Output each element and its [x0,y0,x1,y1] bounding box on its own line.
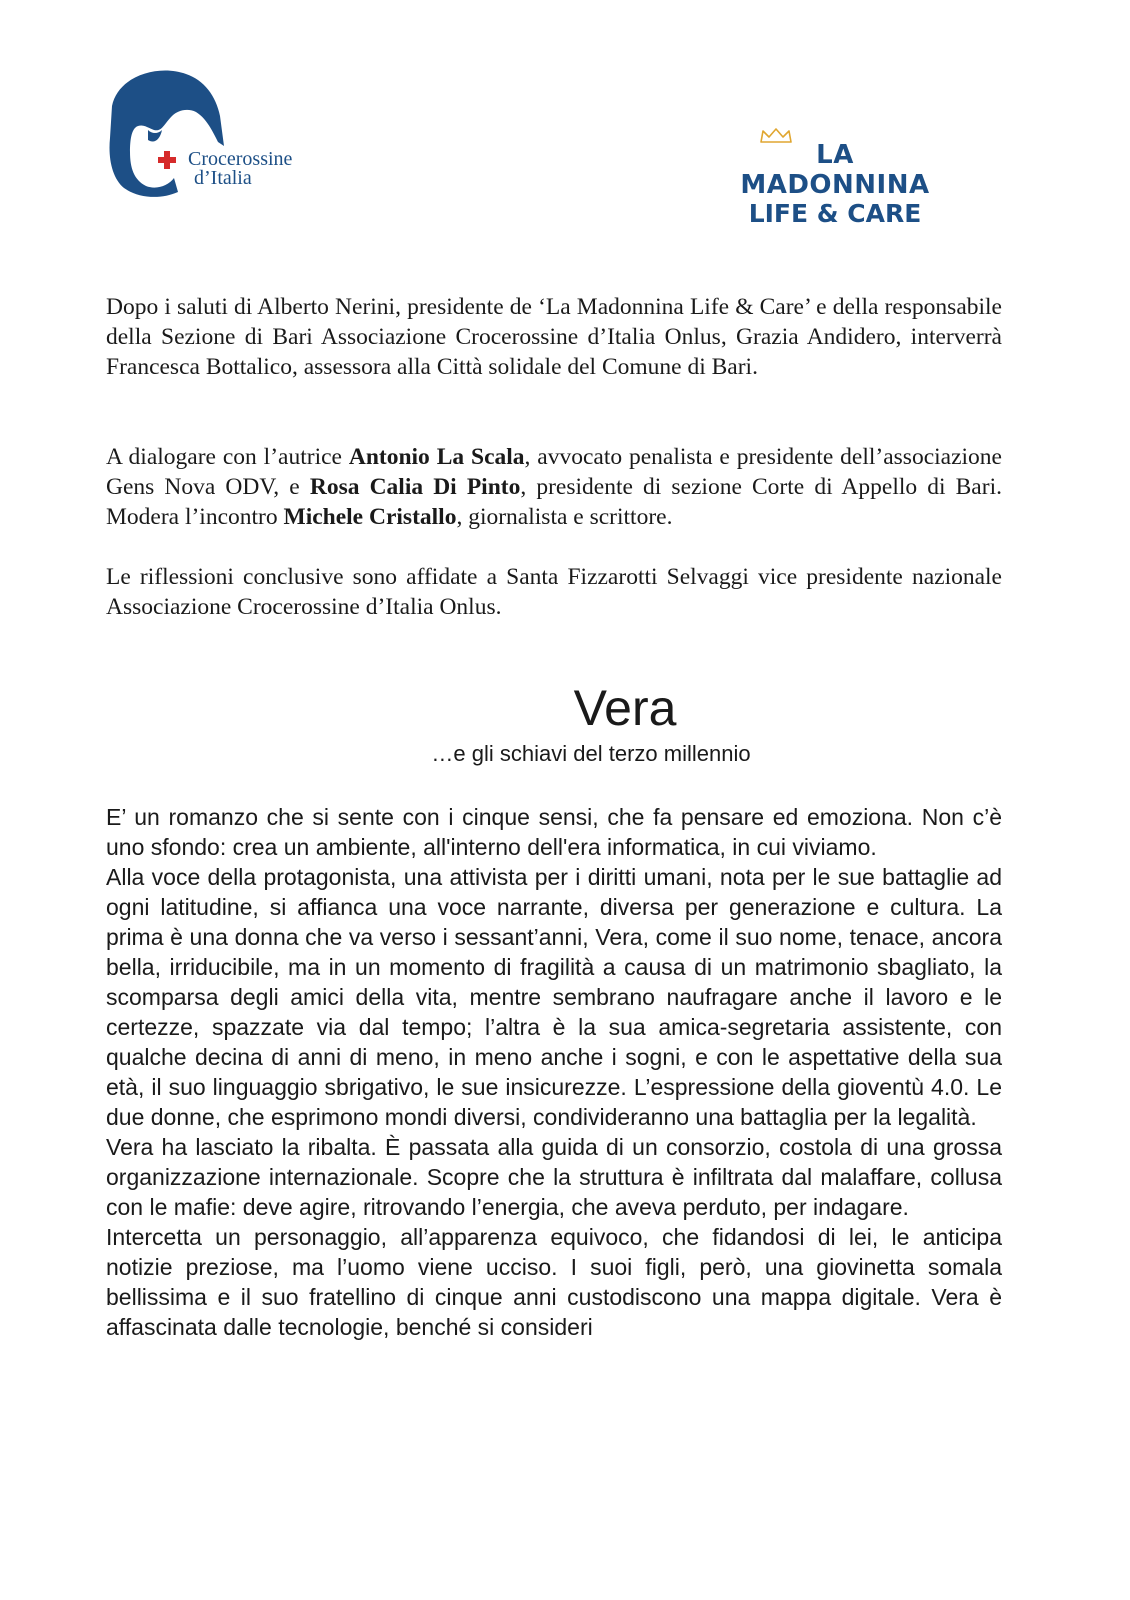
book-title: Vera [573,680,677,736]
crown-icon [759,128,793,144]
description-paragraph: E’ un romanzo che si sente con i cinque sensi, che fa pensare ed emoziona. Non c’è uno sfondo: crea un ambiente, all'interno dell'era informatica, in cui viviamo. [106,804,1002,860]
la-madonnina-logo [720,128,950,228]
speaker-name: Rosa Calia Di Pinto [309,474,521,500]
moderator-name: Michele Cristallo [283,504,457,530]
text-run: , giornalista e scrittore. [456,504,673,530]
logo-right-line1: LA MADONNINA [740,140,930,200]
intro-paragraph-2 [106,442,1002,532]
text-run: A dialogare con l’autrice [106,444,349,470]
description-paragraph: Intercetta un personaggio, all’apparenza equivoco, che fidandosi di lei, le anticipa notizie preziose, ma l’uomo viene ucciso. I suoi figli, però, una giovinetta somala bellissima e il suo fratellino di cinque anni custodiscono una mappa digitale. Vera è affascinata dalle tecnologie, benché si consideri [106,1224,1002,1340]
page-header [0,0,1130,240]
text-run: , presidente di sezione Corte di Appello di Bari. Modera l’incontro [106,474,1002,530]
logo-right-line2: LIFE & CARE [748,199,922,228]
crocerossine-emblem-icon [108,68,318,203]
intro-paragraph-3: Le riflessioni conclusive sono affidate a Santa Fizzarotti Selvaggi vice presidente nazionale Associazione Crocerossine d’Italia Onlus. [106,564,1002,620]
book-description [106,802,1002,1342]
description-paragraph: Alla voce della protagonista, una attivista per i diritti umani, nota per le sue battaglie ad ogni latitudine, si affianca una voce narrante, diversa per generazione e cultura. La prima è una donna che va verso i sessant’anni, Vera, come il suo nome, tenace, ancora bella, irriducibile, ma in un momento di fragilità a causa di un matrimonio sbagliato, la scomparsa degli amici della vita, mentre sembrano naufragare anche il lavoro e le certezze, spazzate via dal tempo; l’altra è la sua amica-segretaria assistente, con qualche decina di anni di meno, in meno anche i sogni, e con le aspettative della sua età, il suo linguaggio sbrigativo, le sue insicurezze. L’espressione della gioventù 4.0. Le due donne, che esprimono mondi diversi, condivideranno una battaglia per la legalità. [106,864,1002,1130]
speaker-name: Antonio La Scala [348,444,525,470]
logo-left-text-2: d’Italia [194,167,252,189]
crocerossine-logo [108,68,318,203]
logo-left-text-1: Crocerossine [188,148,293,170]
description-paragraph: Vera ha lasciato la ribalta. È passata alla guida di un consorzio, costola di una grossa organizzazione internazionale. Scopre che la struttura è infiltrata dal malaffare, collusa con le mafie: deve agire, ritrovando l’energia, che aveva perduto, per indagare. [106,1134,1002,1220]
text-run: , avvocato penalista e presidente dell’associazione Gens Nova ODV, e [106,444,1002,500]
book-subtitle: …e gli schiavi del terzo millennio [431,741,751,766]
intro-paragraph-1: Dopo i saluti di Alberto Nerini, presidente de ‘La Madonnina Life & Care’ e della responsabile della Sezione di Bari Associazione Crocerossine d’Italia Onlus, Grazia Andidero, interverrà Francesca Bottalico, assessora alla Città solidale del Comune di Bari. [106,294,1002,380]
